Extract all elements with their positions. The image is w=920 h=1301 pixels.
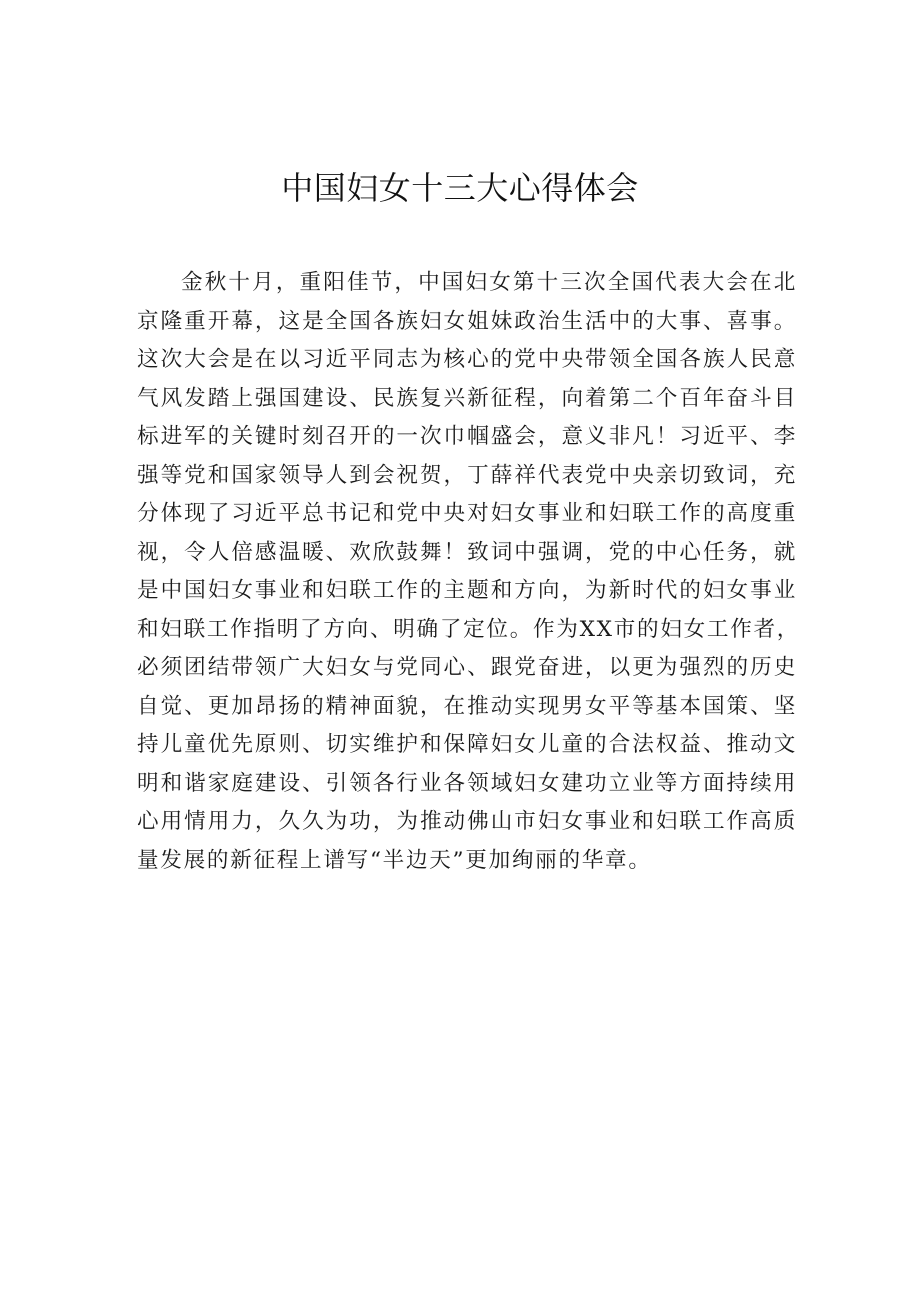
paragraph-line: 和妇联工作指明了方向、明确了定位。作为XX市的妇女工作者，	[137, 616, 801, 642]
paragraph-line: 量发展的新征程上谱写“半边天”更加绚丽的华章。	[137, 847, 652, 873]
paragraph-line: 心用情用力，久久为功，为推动佛山市妇女事业和妇联工作高质	[137, 809, 797, 834]
paragraph-line: 这次大会是在以习近平同志为核心的党中央带领全国各族人民意	[137, 347, 797, 372]
document-title: 中国妇女十三大心得体会	[281, 169, 639, 207]
paragraph-line: 自觉、更加昂扬的精神面貌，在推动实现男女平等基本国策、坚	[137, 693, 797, 719]
paragraph-line: 持儿童优先原则、切实维护和保障妇女儿童的合法权益、推动文	[137, 732, 797, 757]
paragraph-line: 视，令人倍感温暖、欢欣鼓舞！致词中强调，党的中心任务，就	[137, 539, 797, 565]
paragraph-line: 明和谐家庭建设、引领各行业各领域妇女建功立业等方面持续用	[137, 770, 797, 796]
paragraph-line: 京隆重开幕，这是全国各族妇女姐妹政治生活中的大事、喜事。	[137, 308, 797, 334]
paragraph-line: 分体现了习近平总书记和党中央对妇女事业和妇联工作的高度重	[137, 501, 797, 526]
body-paragraph	[137, 264, 801, 880]
paragraph-line: 必须团结带领广大妇女与党同心、跟党奋进，以更为强烈的历史	[137, 655, 797, 680]
paragraph-line: 是中国妇女事业和妇联工作的主题和方向，为新时代的妇女事业	[137, 578, 797, 603]
paragraph-line: 金秋十月，重阳佳节，中国妇女第十三次全国代表大会在北	[181, 270, 797, 295]
paragraph-line: 气风发踏上强国建设、民族复兴新征程，向着第二个百年奋斗目	[137, 385, 797, 411]
paragraph-line: 强等党和国家领导人到会祝贺，丁薛祥代表党中央亲切致词，充	[137, 462, 797, 488]
paragraph-line: 标进军的关键时刻召开的一次巾帼盛会，意义非凡！习近平、李	[137, 424, 797, 449]
